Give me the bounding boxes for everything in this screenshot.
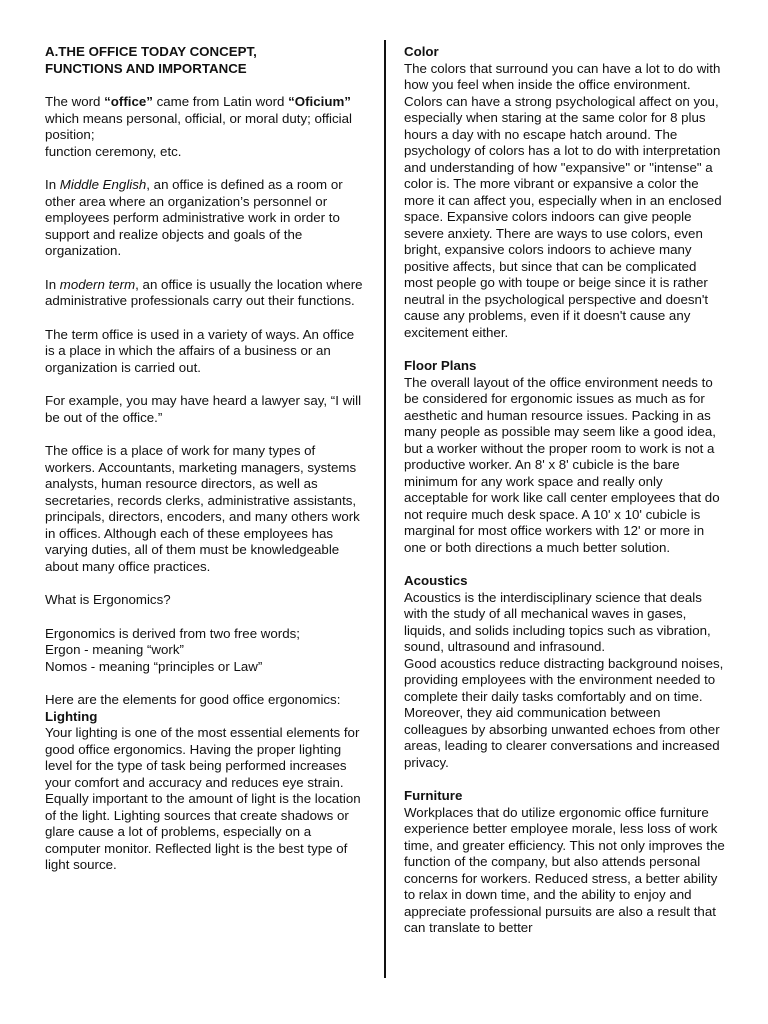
lighting-text: Your lighting is one of the most essential elements for good office ergonomics. Having the proper lighting level for the type of task being performed increases your comfort and accuracy and reduces eye strain. Equally important to the amount of light is the location of the light. Lighting sources that create shadows or glare cause a lot of problems, especially on a computer monitor. Reflected light is the best type of light source. bbox=[45, 725, 361, 872]
section-lighting bbox=[45, 709, 367, 874]
section-color bbox=[404, 44, 726, 341]
word-oficium: “Oficium” bbox=[288, 94, 351, 109]
furniture-text: Workplaces that do utilize ergonomic office furniture experience better employee morale, less loss of work time, and greater efficiency. This not only improves the function of the company, but also attends personal concerns for workers. Reduced stress, a better ability to relax in down time, and the ability to enjoy and appreciate professional pursuits are also a result that can translate to better bbox=[404, 804, 725, 935]
lighting-heading: Lighting bbox=[45, 708, 98, 724]
acoustics-text-2: Good acoustics reduce distracting background noises, providing employees with the environment needed to complete their daily tasks comfortably and on time. Moreover, they aid communication between colleagues by absorbing unwanted echoes from other areas, leading to clearer conversations and increased privacy. bbox=[404, 655, 724, 770]
word-office: “office” bbox=[104, 94, 153, 109]
section-furniture bbox=[404, 788, 726, 937]
paragraph-ergonomics-definition: Ergonomics is derived from two free words; Ergon - meaning “work” Nomos - meaning “principles or Law” bbox=[45, 625, 300, 674]
paragraph-ergonomics-question: What is Ergonomics? bbox=[45, 592, 171, 607]
furniture-heading: Furniture bbox=[404, 788, 463, 803]
acoustics-heading: Acoustics bbox=[404, 573, 468, 588]
column-divider bbox=[384, 40, 386, 978]
floor-plans-text: The overall layout of the office environment needs to be considered for ergonomic issues as much as for aesthetic and human resource issues. Packing in as many people as possible may seem like a good idea, but a worker without the proper room to work is not a productive worker. An 8' x 8' cubicle is the bare minimum for any work space and really only acceptable for work like call center employees that do not require much desk space. A 10' x 10' cubicle is marginal for most office workers with 12' or more in one or both directions a much better solution. bbox=[404, 374, 720, 555]
paragraph-middle-english: In Middle English, an office is defined as a room or other area where an organization’s personnel or employees perform administrative work in order to support and realize objects and goals of the organization. bbox=[45, 177, 343, 258]
title-line-2: FUNCTIONS AND IMPORTANCE bbox=[45, 60, 247, 76]
section-floor-plans bbox=[404, 358, 726, 556]
color-text: The colors that surround you can have a lot to do with how you feel when inside the office environment. Colors can have a strong psychological affect on you, especially when staring at the same color for 8 plus hours a day with no escape hatch around. The psychology of colors has a lot to do with interpretation and understanding of how "expansive" or "intense" a color is. The more vibrant or expansive a color the more it can affect you, especially when in an enclosed space. Expansive colors indoors can give people severe anxiety. There are ways to use colors, even bright, expansive colors indoors to achieve many positive affects, but since that can be complicated most people go with toupe or beige since it is rather neutral in the psychological perspective and doesn't cause any problems, even if it doesn't cause any excitement either. bbox=[404, 60, 722, 340]
floor-plans-heading: Floor Plans bbox=[404, 358, 477, 373]
acoustics-text-1: Acoustics is the interdisciplinary science that deals with the study of all mechanical waves in gases, liquids, and solids including topics such as vibration, sound, ultrasound and infrasound. bbox=[404, 589, 711, 654]
title-line-1: A.THE OFFICE TODAY CONCEPT, bbox=[45, 44, 257, 59]
left-column bbox=[45, 44, 367, 891]
paragraph-elements-intro: Here are the elements for good office ergonomics: bbox=[45, 692, 341, 707]
section-acoustics bbox=[404, 573, 726, 771]
paragraph-lawyer-example: For example, you may have heard a lawyer say, “I will be out of the office.” bbox=[45, 393, 362, 425]
right-column bbox=[404, 44, 726, 954]
paragraph-term-office: The term office is used in a variety of ways. An office is a place in which the affairs of a business or an organization is carried out. bbox=[45, 326, 355, 375]
paragraph-workers: The office is a place of work for many types of workers. Accountants, marketing managers, systems analysts, human resource directors, as well as secretaries, records clerks, administrative assistants, principals, directors, encoders, and many others work in offices. Although each of these employees has varying duties, all of them must be knowledgeable about many office practices. bbox=[45, 443, 360, 574]
paragraph-office-origin: The word “office” came from Latin word “Oficium” which means personal, official, or moral duty; official position; function ceremony, etc. bbox=[45, 94, 352, 159]
paragraph-modern-term: In modern term, an office is usually the location where administrative professionals carry out their functions. bbox=[45, 276, 363, 308]
color-heading: Color bbox=[404, 44, 439, 59]
section-title bbox=[45, 44, 367, 77]
